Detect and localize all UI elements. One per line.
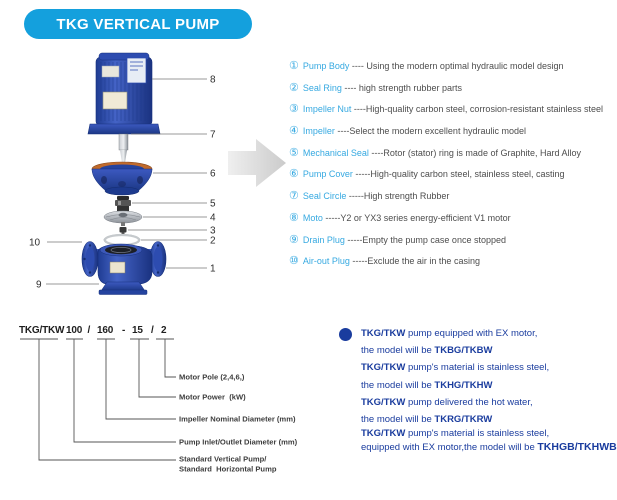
model-segment: - <box>122 325 126 336</box>
part-description: ---- high strength rubber parts <box>341 82 462 93</box>
motor-illustration <box>88 53 160 163</box>
part-name: Air-out Plug <box>302 256 350 267</box>
parts-list-item <box>289 78 603 100</box>
parts-list-item <box>289 230 603 252</box>
part-name: Pump Cover <box>302 169 353 180</box>
model-segment: 100 <box>66 325 83 336</box>
circled-number: ② <box>289 81 299 94</box>
part-name: Pump Body <box>302 61 350 71</box>
model-segment: TKG/TKW <box>19 325 65 336</box>
model-segment: 15 <box>132 325 143 336</box>
part-name: Seal Ring <box>302 82 342 93</box>
note-line: the model will be TKBG/TKBW <box>361 345 493 357</box>
pump-body-illustration <box>82 242 166 295</box>
part-description: -----Exclude the air in the casing <box>349 256 480 267</box>
model-label: Standard Horizontal Pump <box>179 464 277 474</box>
circled-number: ⑥ <box>289 168 299 181</box>
note-line: TKG/TKW pump's material is stainless steel, <box>361 428 550 440</box>
title-banner <box>24 9 252 39</box>
parts-list-item <box>289 164 603 186</box>
callout-label: 7 <box>210 129 216 141</box>
note-line: the model will be TKRG/TKRW <box>361 413 493 425</box>
part-name: Impeller <box>302 126 335 137</box>
impeller-nut-illustration <box>120 227 127 235</box>
part-name: Moto <box>302 212 323 223</box>
circled-number: ③ <box>289 103 299 116</box>
model-segment: 160 <box>97 325 114 336</box>
impeller-illustration <box>104 211 142 226</box>
model-segment: / <box>151 325 154 336</box>
part-name: Impeller Nut <box>302 104 352 115</box>
model-label: Pump Inlet/Outlet Diameter (mm) <box>179 437 298 447</box>
model-label: Standard Vertical Pump/ <box>179 454 267 464</box>
callout-label: 3 <box>210 225 216 237</box>
circled-number: ④ <box>289 125 299 138</box>
transition-arrow-icon <box>228 139 286 187</box>
model-segment: / <box>87 325 91 336</box>
note-line: the model will be TKHG/TKHW <box>361 379 493 391</box>
callout-label: 2 <box>210 235 216 247</box>
part-description: -----Empty the pump case once stopped <box>344 234 506 245</box>
callout-label: 9 <box>36 279 42 291</box>
parts-list <box>289 56 603 273</box>
parts-list-item <box>289 251 603 273</box>
callout-label: 8 <box>210 74 216 86</box>
part-description: -----High-quality carbon steel, stainless steel, casting <box>352 169 565 180</box>
parts-list-item <box>289 121 603 143</box>
model-segment: 2 <box>161 325 167 336</box>
part-description: -----High strength Rubber <box>346 191 450 202</box>
circled-number: ① <box>289 60 299 72</box>
circled-number: ⑩ <box>289 255 299 268</box>
circled-number: ⑨ <box>289 233 299 246</box>
part-description: ----Rotor (stator) ring is made of Graphite, Hard Alloy <box>368 147 581 158</box>
circled-number: ⑤ <box>289 146 299 159</box>
model-code-diagram <box>19 325 298 474</box>
mechanical-seal-illustration <box>115 196 131 211</box>
part-description: -----Y2 or YX3 series energy-efficient V1 motor <box>322 212 511 223</box>
note-line: TKG/TKW pump's material is stainless steel, <box>361 362 550 374</box>
model-label: Motor Power (kW) <box>179 392 246 402</box>
circled-number: ⑦ <box>289 190 299 203</box>
part-description: ----Select the modern excellent hydraulic model <box>334 126 526 137</box>
callout-label: 5 <box>210 198 216 210</box>
callout-label: 6 <box>210 168 216 180</box>
circled-number: ⑧ <box>289 211 299 224</box>
part-name: Drain Plug <box>302 234 345 245</box>
parts-list-item <box>289 186 603 208</box>
note-line: TKG/TKW pump delivered the hot water, <box>361 396 533 408</box>
parts-list-item <box>289 56 603 78</box>
page-title: TKG VERTICAL PUMP <box>56 15 220 33</box>
model-label: Impeller Nominal Diameter (mm) <box>179 414 296 424</box>
parts-list-item <box>289 143 603 165</box>
callout-label: 1 <box>210 263 216 275</box>
pump-cover-illustration <box>92 162 152 195</box>
part-description: ----High-quality carbon steel, corrosion-resistant stainless steel <box>351 104 603 115</box>
part-name: Mechanical Seal <box>302 147 369 158</box>
part-name: Seal Circle <box>302 191 347 202</box>
model-label: Motor Pole (2,4,6,) <box>179 372 245 382</box>
note-line: TKG/TKW pump equipped with EX motor, <box>361 328 538 339</box>
callout-label: 10 <box>29 237 41 249</box>
note-line: equipped with EX motor,the model will be TKHGB/TKHWB <box>361 440 617 453</box>
callout-label: 4 <box>210 212 216 224</box>
part-description: ---- Using the modern optimal hydraulic model design <box>349 61 564 71</box>
model-code-lines <box>20 339 176 460</box>
note-bullet-icon <box>339 328 352 341</box>
parts-list-item <box>289 208 603 230</box>
model-variant-notes <box>361 325 617 453</box>
parts-list-item <box>289 99 603 121</box>
